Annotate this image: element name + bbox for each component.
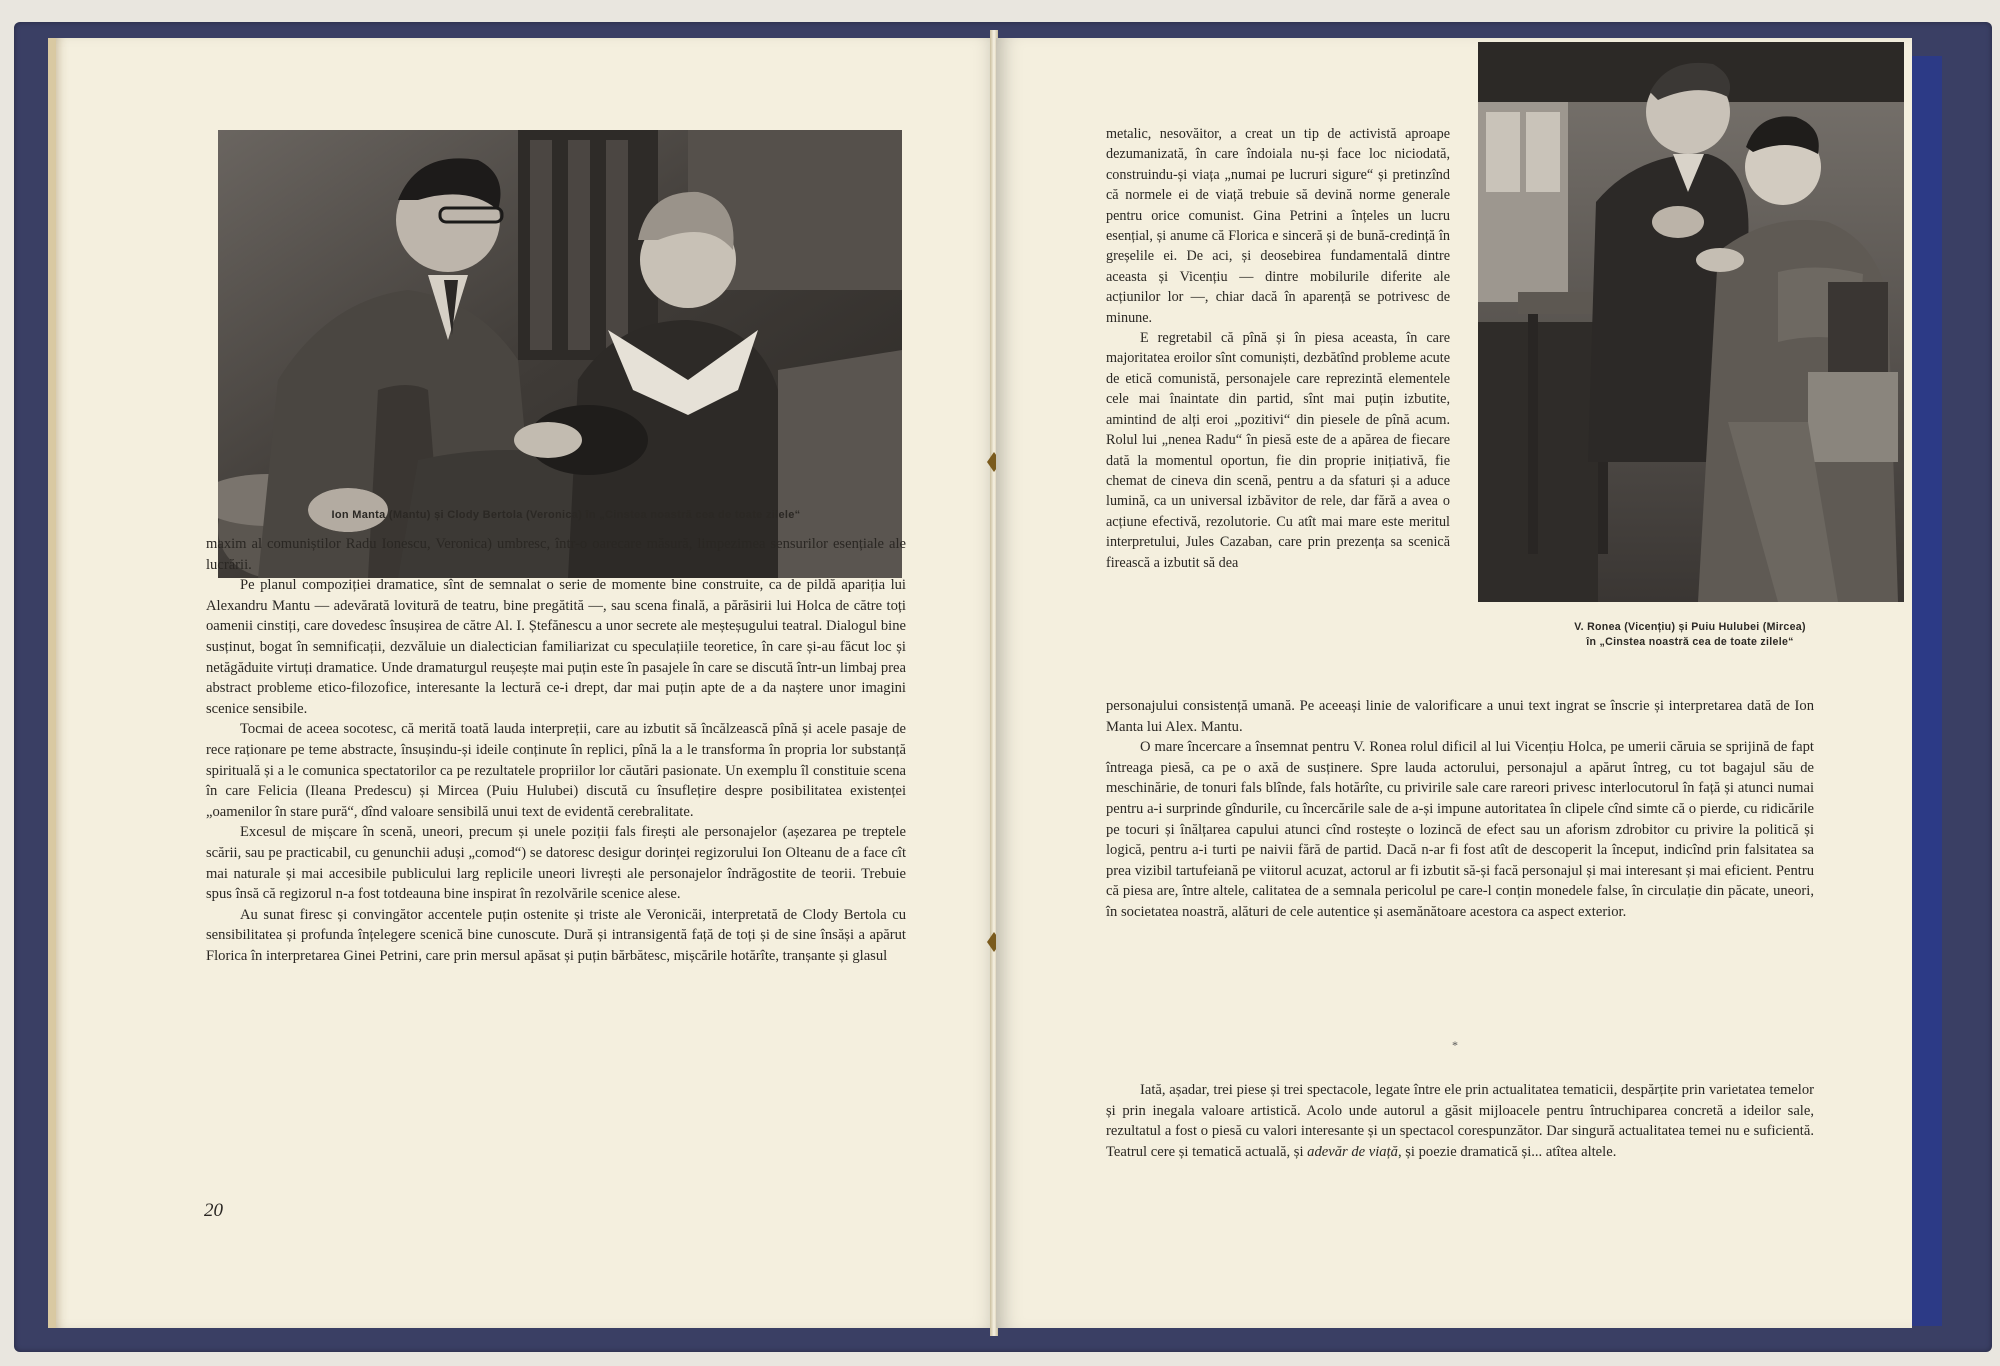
right-closing-text bbox=[1106, 1080, 1814, 1162]
paragraph: metalic, nesovăitor, a creat un tip de activistă aproape dezumanizată, în care îndoiala nu-și face loc niciodată, construindu-și viața „numai pe lucruri sigure“ și pretinzînd că normele ei de viață trebuie să devină norme generale pentru orice comunist. Gina Petrini a înțeles un lucru esențial, și anume că Florica e sinceră și de bună-credință în greșelile ei. De aci, și deosebirea fundamentală dintre aceasta și Vicențiu — dintre mobilurile diferite ale acțiunilor lor —, chiar dacă în aparență se potrivesc de minune. bbox=[1106, 126, 1450, 326]
paragraph: personajului consistență umană. Pe aceeași linie de valorificare a unui text ingrat se înscrie și interpretarea dată de Ion Manta lui Alex. Mantu. bbox=[1106, 698, 1814, 735]
right-page bbox=[996, 38, 1912, 1328]
section-separator: * bbox=[1452, 1038, 1458, 1052]
left-body-text bbox=[206, 534, 906, 966]
paragraph: Au sunat firesc și convingător accentele puțin ostenite și triste ale Veronicăi, interpretată de Clody Bertola cu sensibilitatea și profunda înțelegere scenică bine cunoscute. Dură și intransigentă față de toți și de sine însăși a apărut Florica în interpretarea Ginei Petrini, care prin mersul apăsat și puțin bărbătesc, mișcările hotărîte, tranșante și glasul bbox=[206, 906, 906, 964]
photo-image bbox=[1478, 42, 1904, 602]
left-page bbox=[48, 38, 1000, 1328]
paragraph: O mare încercare a însemnat pentru V. Ronea rolul dificil al lui Vicențiu Holca, pe umerii căruia se sprijină de fapt întreaga piesă, ca pe o axă de susținere. Spre lauda actorului, personajul a apărut întreg, cu tot bagajul său de meschinărie, de tonuri fals blînde, fals hotărîte, cu privirile sale care rareori privesc interlocutorul în față și atunci numai pentru a-i surprinde gîndurile, cu încercările sale de a-și impune autoritatea în clipele cînd simte că o pierde, cu ridicările pe tocuri și înălțarea capului atunci cînd rostește o lozincă de efect sau un aforism zdrobitor cu privire la politică și logică, pentru a-i turti pe naivii fără de partid. Dacă n-ar fi fost atît de descoperit la început, indicînd prin falsitatea sa prea vizibil tartufeiană pe viitorul acuzat, actorul ar fi izbutit să-și facă personajul și mai interesant și mai eficient. Pentru că piesa are, între altele, calitatea de a semnala pericolul pe care-l conțin monedele false, în circulație din păcate, uneori, în societatea noastră, alături de cele autentice și asemănătoare acestora ca aspect exterior. bbox=[1106, 739, 1814, 920]
page-number: 20 bbox=[204, 1200, 223, 1221]
caption-line: V. Ronea (Vicențiu) și Puiu Hulubei (Mircea) bbox=[1574, 621, 1806, 633]
paragraph: maxim al comuniștilor Radu Ionescu, Veronica) umbresc, într-o oarecare măsură, limpezimea sensurilor esențiale ale lucrării. bbox=[206, 536, 906, 573]
photo-caption: Ion Manta (Mantu) și Clody Bertola (Veronica) în „Cinstea noastră cea de toate zilele“ bbox=[331, 509, 801, 521]
paragraph: E regretabil că pînă și în piesa aceasta, în care majoritatea eroilor sînt comuniști, dezbătînd probleme acute de etică comunistă, personajele care reprezintă elementele cele mai înaintate din partid, sînt mai puțin izbutite, amintind de alți eroi „pozitivi“ din piesele de pînă acum. Rolul lui „nenea Radu“ în piesă este de a apărea de fiecare dată la momentul oportun, fie din proprie inițiativă, fie chemat de cineva din scenă, pentru a da sfaturi și a aduce lumină, ca un universal izbăvitor de rele, dar fără a avea o acțiune efectivă, rezolutorie. Cu atît mai mare este meritul interpretului, Jules Cazaban, care prin prezența sa scenică firească a izbutit să dea bbox=[1106, 330, 1450, 571]
paragraph bbox=[1106, 1080, 1814, 1162]
right-body-text bbox=[1106, 696, 1814, 923]
right-column-text bbox=[1106, 124, 1450, 573]
closing-text: Iată, așadar, trei piese și trei spectacole, legate între ele prin actualitatea tematicii, despărțite prin varietatea temelor și prin inegala valoare artistică. Acolo unde autorul a găsit mijloacele pentru întruchiparea concretă a ideilor sale, rezultatul a fost o piesă cu valori interesante și un spectacol corespunzător. Dar singură actualitatea temei nu e suficientă. Teatrul cere și tematică actuală, și bbox=[1106, 1082, 1814, 1160]
paragraph: Pe planul compoziției dramatice, sînt de semnalat o serie de momente bine construite, ca de pildă apariția lui Alexandru Mantu — adevărată lovitură de teatru, bine pregătită —, sau scena finală, a părăsirii lui Holca de către toți oamenii cinstiți, care dovedesc însușirea de către Al. I. Ștefănescu a unor secrete ale meșteșugului teatral. Dialogul bine susținut, bogat în semnificații, dezvăluie un dialectician familiarizat cu speculațiile teoretice, în care și-au făcut loc și netăgăduite virtuți dramatice. Unde dramaturgul reușește mai puțin este în pasajele în care se discută într-un limbaj prea abstract probleme etico-filozofice, interesante la lectură ce-i drept, dar mai puțin apte de a da naștere unor imagini scenice sensibile. bbox=[206, 577, 906, 717]
photo-two-actors-stage bbox=[1478, 42, 1904, 602]
closing-text: , și poezie dramatică și... atîtea altele. bbox=[1397, 1143, 1617, 1160]
photo-caption bbox=[1472, 620, 1908, 650]
paragraph: Tocmai de aceea socotesc, că merită toată lauda interpreții, care au izbutit să încălzească pînă și acele pasaje de rece raționare pe teme abstracte, însușindu-și ideile conținute în replici, pînă la a le transforma în propria lor substanță spirituală și a le comunica spectatorilor ca pe rezultatele propriilor lor căutări pasionate. Un exemplu îl constituie scena în care Felicia (Ileana Predescu) și Mircea (Puiu Hulubei) discută cu însuflețire despre posibilitatea existenței „oamenilor în stare pură“, dînd valoare sensibilă unui text de evidentă cerebralitate. bbox=[206, 721, 906, 820]
cover-edge-stripe bbox=[1912, 56, 1942, 1326]
italic-phrase: adevăr de viață bbox=[1307, 1143, 1398, 1160]
paragraph: Excesul de mișcare în scenă, uneori, precum și unele poziții fals firești ale personajelor (așezarea pe treptele scării, sau pe practicabil, cu genunchii aduși „comod“) se datoresc desigur dorinței regizorului Ion Olteanu de a face cît mai naturale și mai accesibile publicului larg replicile uneori livrești ale personajelor îndrăgostite de teorii. Trebuie spus însă că regizorul n-a fost totdeauna bine inspirat în rezolvările scenice alese. bbox=[206, 824, 906, 903]
caption-line: în „Cinstea noastră cea de toate zilele“ bbox=[1586, 636, 1794, 648]
